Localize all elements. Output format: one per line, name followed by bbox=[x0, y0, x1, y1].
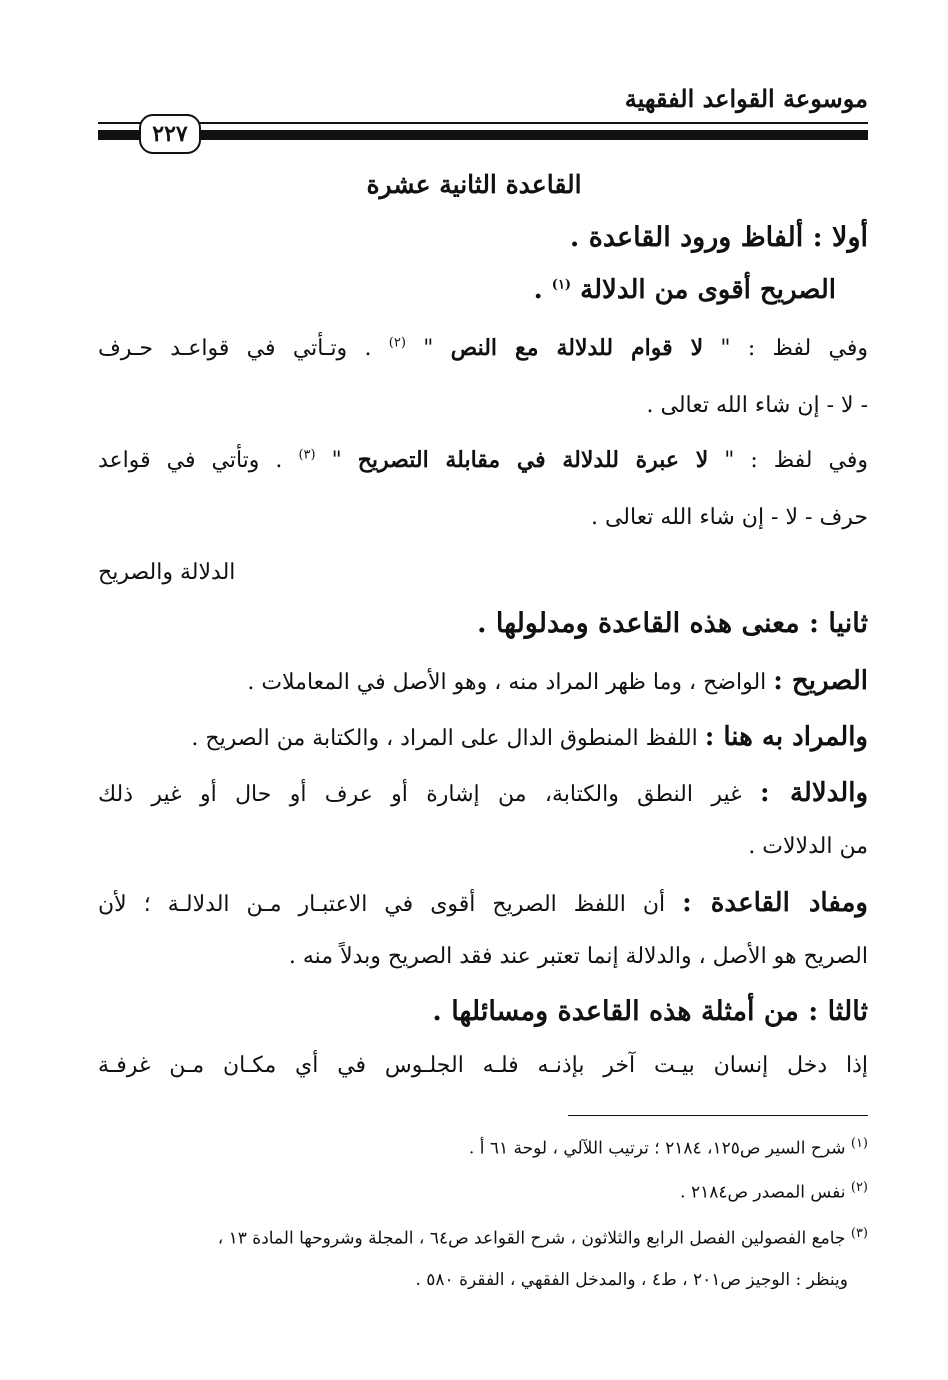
definition-dalala bbox=[98, 778, 868, 808]
rule-text bbox=[98, 275, 836, 305]
definition-dalala-continuation: من الدلالات . bbox=[748, 834, 868, 859]
variant1-pre: وفي لفظ : " bbox=[720, 336, 869, 361]
variant1-line bbox=[98, 335, 868, 361]
footnote-ref: (٢) bbox=[388, 335, 406, 351]
definition-text: غير النطق والكتابة، من إشارة أو عرف أو حال أو غير ذلك bbox=[98, 782, 742, 807]
definition-sarih bbox=[98, 666, 868, 696]
footnote-ref: (١) bbox=[551, 277, 572, 293]
running-title: موسوعة القواعد الفقهية bbox=[624, 84, 868, 113]
variant1-continuation: - لا - إن شاء الله تعالى . bbox=[646, 393, 868, 418]
definition-term: والدلالة : bbox=[759, 778, 869, 808]
header-rule-thick bbox=[98, 130, 868, 140]
definition-murad bbox=[98, 722, 868, 752]
variant1-quote: " bbox=[423, 336, 434, 361]
side-label: الدلالة والصريح bbox=[98, 560, 236, 585]
footnote-2 bbox=[98, 1180, 868, 1203]
definition-term: ومفاد القاعدة : bbox=[682, 888, 868, 918]
footnote-text: نفس المصدر ص٢١٨٤ . bbox=[680, 1182, 846, 1203]
footnote-3 bbox=[98, 1226, 868, 1249]
rule-title: القاعدة الثانية عشرة bbox=[366, 170, 582, 199]
definition-text: أن اللفظ الصريح أقوى في الاعتبـار مـن الدلالـة ؛ لأن bbox=[98, 892, 666, 917]
variant2-line bbox=[98, 447, 868, 473]
footnote-mark: (١) bbox=[850, 1136, 868, 1151]
rule-main-end: . bbox=[533, 275, 543, 305]
footnote-text: وينظر : الوجيز ص٢٠١ ، ط٤ ، والمدخل الفقهي ، الفقرة ٥٨٠ . bbox=[415, 1270, 848, 1290]
variant1-bold: لا قوام للدلالة مع النص bbox=[450, 335, 704, 361]
variant2-post: . وتأتي في قواعد bbox=[98, 448, 283, 473]
rule-meaning-continuation: الصريح هو الأصل ، والدلالة إنما تعتبر عند فقد الصريح وبدلاً منه . bbox=[288, 944, 868, 969]
footnote-3-continuation bbox=[98, 1270, 848, 1290]
rule-meaning bbox=[98, 888, 868, 918]
footnote-1 bbox=[98, 1136, 868, 1159]
variant2-continuation: حرف - لا - إن شاء الله تعالى . bbox=[590, 505, 868, 530]
section3-heading: ثالثا : من أمثلة هذه القاعدة ومسائلها . bbox=[432, 996, 868, 1027]
footnote-ref: (٣) bbox=[298, 447, 316, 463]
variant2-pre: وفي لفظ : " bbox=[724, 448, 868, 473]
footnote-separator bbox=[568, 1115, 868, 1116]
variant1-post: . وتـأتي في قواعـد حـرف bbox=[98, 336, 372, 361]
variant2-bold: لا عبرة للدلالة في مقابلة التصريح bbox=[357, 447, 709, 473]
footnote-mark: (٢) bbox=[850, 1180, 868, 1195]
page-number: ٢٢٧ bbox=[139, 114, 201, 154]
footnote-mark: (٣) bbox=[850, 1226, 868, 1241]
example-paragraph: إذا دخل إنسان بيـت آخر بإذنـه فلـه الجلـوس في أي مكـان مـن غرفـة bbox=[98, 1053, 868, 1078]
definition-term: الصريح : bbox=[773, 666, 868, 696]
definition-text: اللفظ المنطوق الدال على المراد ، والكتابة من الصريح . bbox=[191, 726, 698, 751]
footnote-text: جامع الفصولين الفصل الرابع والثلاثون ، شرح القواعد ص٦٤ ، المجلة وشروحها المادة ١٣ ، bbox=[217, 1228, 846, 1249]
rule-main-text: الصريح أقوى من الدلالة bbox=[580, 275, 836, 305]
section2-heading: ثانيا : معنى هذه القاعدة ومدلولها . bbox=[477, 608, 868, 639]
section1-heading: أولا : ألفاظ ورود القاعدة . bbox=[569, 222, 868, 253]
definition-term: والمراد به هنا : bbox=[704, 722, 868, 752]
footnote-text: شرح السير ص١٢٥، ٢١٨٤ ؛ ترتيب اللآلي ، لوحة ٦١ أ . bbox=[468, 1138, 846, 1159]
header-rule-thin bbox=[98, 122, 868, 124]
variant2-quote: " bbox=[331, 448, 342, 473]
definition-text: الواضح ، وما ظهر المراد منه ، وهو الأصل في المعاملات . bbox=[247, 670, 767, 695]
